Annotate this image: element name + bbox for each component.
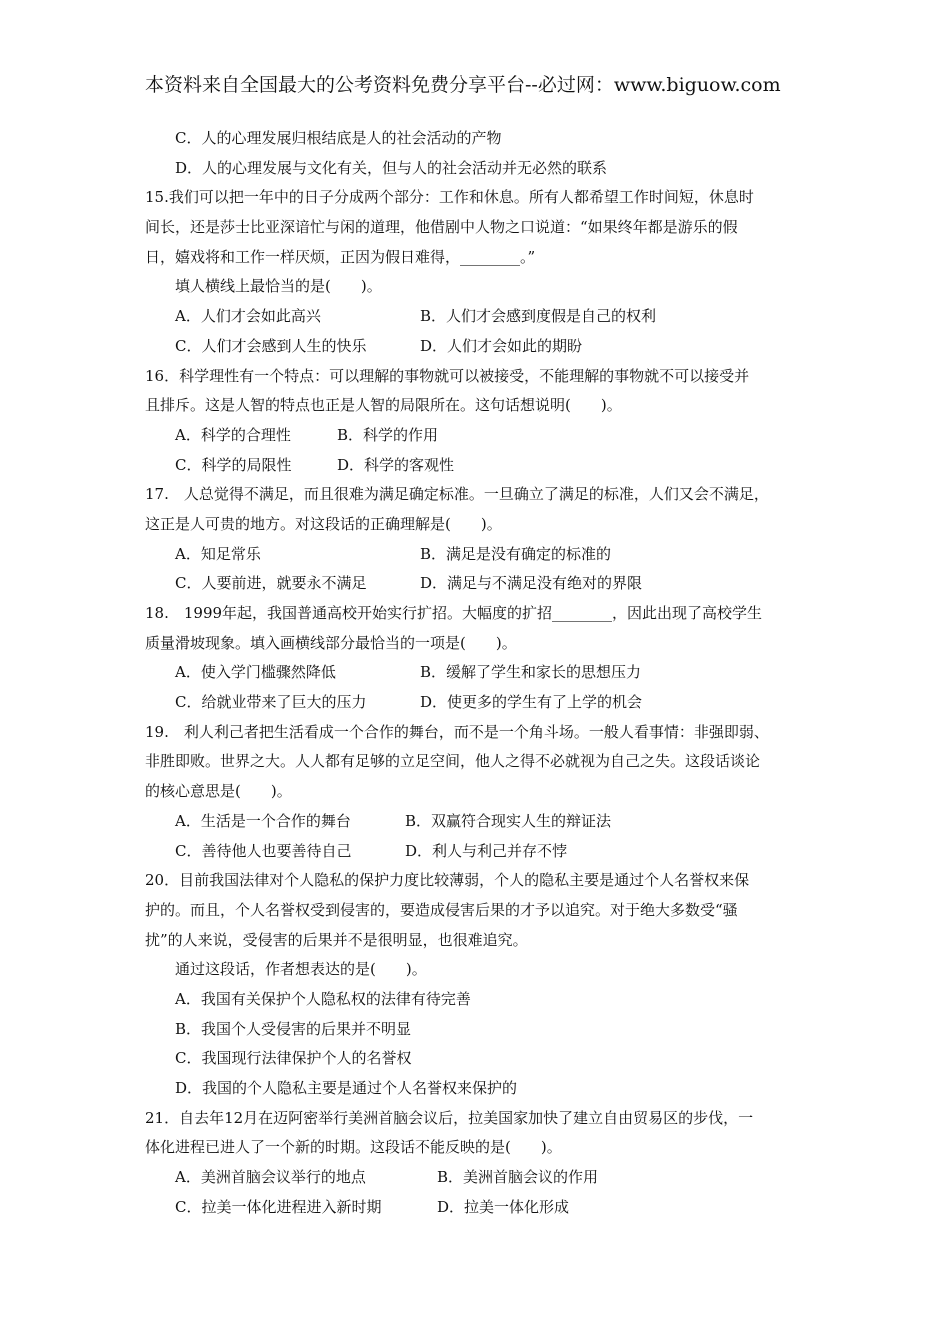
q15-stem-line-1: 15.我们可以把一年中的日子分成两个部分：工作和休息。所有人都希望工作时间短，休息时	[145, 188, 754, 207]
q15-option-d: D．人们才会如此的期盼	[420, 336, 583, 355]
q19-stem-line-3: 的核心意思是( )。	[145, 782, 292, 801]
q20-stem-line-1: 20．目前我国法律对个人隐私的保护力度比较薄弱，个人的隐私主要是通过个人名誉权来保	[145, 871, 750, 890]
q18-option-a: A．使入学门槛骤然降低	[175, 663, 336, 682]
q15-prompt: 填人横线上最恰当的是( )。	[175, 277, 382, 296]
q14-option-d: D．人的心理发展与文化有关，但与人的社会活动并无必然的联系	[175, 158, 608, 177]
q16-options-row-2	[145, 451, 810, 481]
q16-option-d: D．科学的客观性	[337, 455, 455, 474]
q21-option-c: C．拉美一体化进程进入新时期	[175, 1197, 382, 1216]
q21-option-b: B．美洲首脑会议的作用	[437, 1168, 599, 1187]
q17-option-a: A．知足常乐	[175, 544, 261, 563]
q20-stem-line-3: 扰”的人来说，受侵害的后果并不是很明显，也很难追究。	[145, 930, 528, 949]
q15-option-b: B．人们才会感到度假是自己的权利	[420, 307, 657, 326]
q21-option-a: A．美洲首脑会议举行的地点	[175, 1168, 366, 1187]
q20-option-b: B．我国个人受侵害的后果并不明显	[175, 1019, 412, 1038]
q21-options-row-1	[145, 1163, 810, 1193]
q15-stem-line-2: 间长，还是莎士比亚深谙忙与闲的道理，他借剧中人物之口说道：“如果终年都是游乐的假	[145, 218, 738, 237]
q20-option-a: A．我国有关保护个人隐私权的法律有待完善	[175, 989, 471, 1008]
q16-option-a: A．科学的合理性	[175, 425, 291, 444]
q15-stem-line-3: 日，嬉戏将和工作一样厌烦，正因为假日难得，________。”	[145, 247, 536, 266]
q17-stem-line-2: 这正是人可贵的地方。对这段话的正确理解是( )。	[145, 514, 502, 533]
q19-option-a: A．生活是一个合作的舞台	[175, 811, 351, 830]
q17-options-row-1	[145, 540, 810, 570]
q21-stem-line-2: 体化进程已进人了一个新的时期。这段话不能反映的是( )。	[145, 1138, 562, 1157]
q18-stem-line-2: 质量滑坡现象。填入画横线部分最恰当的一项是( )。	[145, 633, 517, 652]
q20-stem-line-2: 护的。而且，个人名誉权受到侵害的，要造成侵害后果的才予以追究。对于绝大多数受“骚	[145, 900, 738, 919]
q18-option-b: B．缓解了学生和家长的思想压力	[420, 663, 642, 682]
q19-options-row-1	[145, 807, 810, 837]
page-header-source: 本资料来自全国最大的公考资料免费分享平台--必过网：www.biguow.com	[145, 74, 781, 96]
q17-option-b: B．满足是没有确定的标准的	[420, 544, 612, 563]
q15-option-c: C．人们才会感到人生的快乐	[175, 336, 367, 355]
q19-option-c: C．善待他人也要善待自己	[175, 841, 352, 860]
q20-option-c: C．我国现行法律保护个人的名誉权	[175, 1049, 412, 1068]
q17-options-row-2	[145, 569, 810, 599]
q18-option-c: C．给就业带来了巨大的压力	[175, 693, 367, 712]
q18-options-row-2	[145, 688, 810, 718]
q18-stem-line-1: 18. 1999年起，我国普通高校开始实行扩招。大幅度的扩招________，因此出现了高校学生	[145, 604, 763, 622]
q17-option-d: D．满足与不满足没有绝对的界限	[420, 574, 643, 593]
q21-stem-line-1: 21．自去年12月在迈阿密举行美洲首脑会议后，拉美国家加快了建立自由贸易区的步伐，一	[145, 1108, 754, 1127]
q16-options-row-1	[145, 421, 810, 451]
q19-stem-line-1: 19. 利人利己者把生活看成一个合作的舞台，而不是一个角斗场。一般人看事情：非强即弱、	[145, 722, 769, 741]
q17-stem-line-1: 17. 人总觉得不满足，而且很难为满足确定标准。一旦确立了满足的标准，人们又会不满足，	[145, 485, 769, 504]
q18-options-row-1	[145, 658, 810, 688]
q20-prompt: 通过这段话，作者想表达的是( )。	[175, 960, 427, 979]
q21-option-d: D．拉美一体化形成	[437, 1197, 570, 1216]
q14-option-c: C．人的心理发展归根结底是人的社会活动的产物	[175, 129, 502, 147]
q19-stem-line-2: 非胜即败。世界之大。人人都有足够的立足空间，他人之得不必就视为自己之失。这段话谈论	[145, 752, 761, 771]
q16-option-c: C．科学的局限性	[175, 455, 292, 474]
q15-option-a: A．人们才会如此高兴	[175, 307, 321, 326]
q18-option-d: D．使更多的学生有了上学的机会	[420, 693, 643, 712]
q20-option-d: D．我国的个人隐私主要是通过个人名誉权来保护的	[175, 1079, 518, 1097]
question-content	[145, 124, 810, 1222]
q19-option-d: D．利人与利己并存不悖	[405, 841, 568, 860]
q16-stem-line-1: 16．科学理性有一个特点：可以理解的事物就可以被接受，不能理解的事物就不可以接受并	[145, 366, 750, 385]
q16-option-b: B．科学的作用	[337, 425, 439, 444]
q16-stem-line-2: 且排斥。这是人智的特点也正是人智的局限所在。这句话想说明( )。	[145, 396, 622, 415]
q19-option-b: B．双赢符合现实人生的辩证法	[405, 811, 612, 830]
q17-option-c: C．人要前进，就要永不满足	[175, 574, 367, 593]
q15-options-row-2	[145, 332, 810, 362]
q15-options-row-1	[145, 302, 810, 332]
q21-options-row-2	[145, 1193, 810, 1223]
q19-options-row-2	[145, 837, 810, 867]
